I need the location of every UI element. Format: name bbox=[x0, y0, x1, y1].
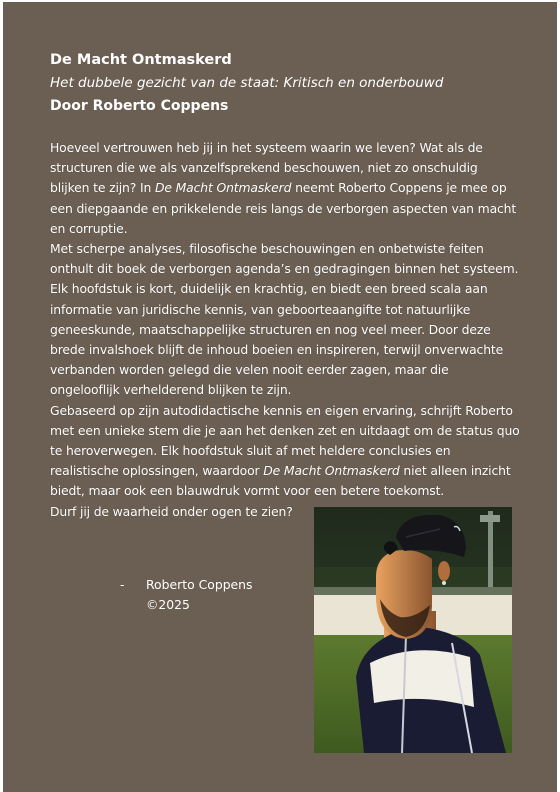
blurb-paragraph-1 bbox=[50, 138, 520, 239]
book-title: De Macht Ontmaskerd bbox=[50, 52, 232, 68]
blurb-paragraph-2: Met scherpe analyses, filosofische beschouwingen en onbetwiste feiten onthult dit boek de verborgen agenda’s en gedragingen binnen het systeem. Elk hoofdstuk is kort, duidelijk en krachtig, en biedt een breed scala aan informatie van juridische kennis, van geboorteaangifte tot natuurlijke geneeskunde, maatschappelijke structuren en nog veel meer. Door deze brede invalshoek blijft de inhoud boeien en inspireren, terwijl onverwachte verbanden worden gelegd die velen nooit eerder zagen, maar die ongelooflijk verhelderend blijken te zijn. bbox=[50, 241, 519, 398]
copyright-year: ©2025 bbox=[146, 597, 190, 612]
author-line: Door Roberto Coppens bbox=[50, 98, 229, 114]
back-cover-page bbox=[3, 2, 557, 792]
signature-name: Roberto Coppens bbox=[146, 577, 253, 592]
author-photo bbox=[314, 507, 512, 753]
blurb-p1-start: Hoeveel vertrouwen heb jij in het systeem waarin we leven? Wat als de structuren die we als vanzelfsprekend beschouwen, niet zo onschuldig blijken te zijn? In bbox=[50, 140, 483, 196]
blurb-p3-end: niet alleen inzicht biedt, maar ook een blauwdruk vormt voor een betere toekomst. bbox=[50, 463, 511, 499]
blurb-paragraph-4: Durf jij de waarheid onder ogen te zien? bbox=[50, 503, 293, 519]
blurb-p3-book-title: De Macht Ontmaskerd bbox=[263, 463, 400, 479]
blurb-text bbox=[50, 138, 520, 522]
blurb-p1-end: neemt Roberto Coppens je mee op een diepgaande en prikkelende reis langs de verborgen aspecten van macht en corruptie. bbox=[50, 180, 517, 236]
blurb-paragraph-3 bbox=[50, 401, 520, 502]
signature-dash: - bbox=[120, 577, 125, 592]
author-photo-illustration bbox=[314, 507, 512, 753]
blurb-p3-start: Gebaseerd op zijn autodidactische kennis en eigen ervaring, schrijft Roberto met een unieke stem die je aan het denken zet en uitdaagt om de status quo te heroverwegen. Elk hoofdstuk sluit af met heldere conclusies en realistische oplossingen, waardoor bbox=[50, 402, 520, 479]
blurb-p1-book-title: De Macht Ontmaskerd bbox=[154, 180, 292, 196]
book-subtitle: Het dubbele gezicht van de staat: Kritisch en onderbouwd bbox=[50, 75, 444, 91]
